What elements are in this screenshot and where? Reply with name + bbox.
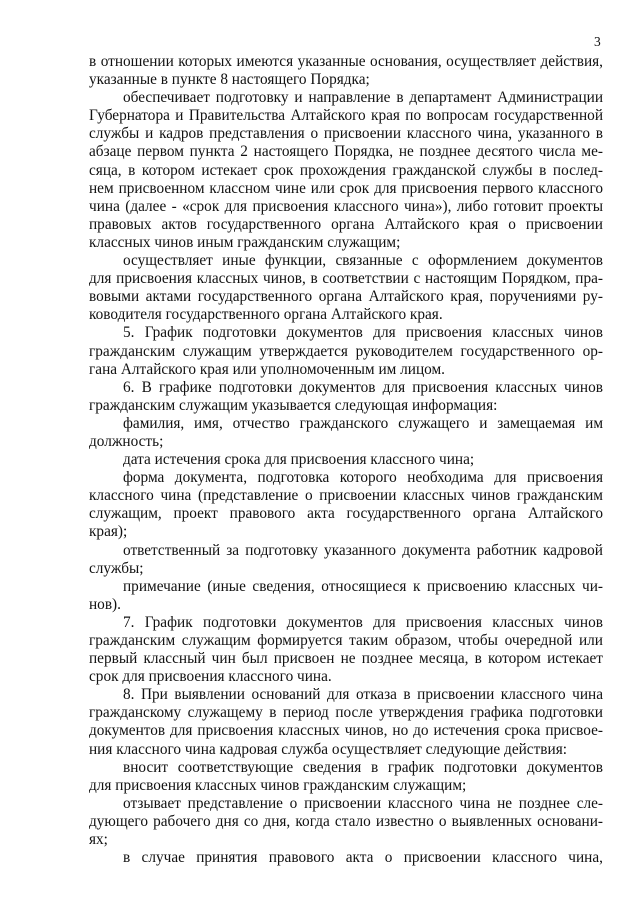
document-body <box>89 53 603 867</box>
paragraph-line: ответственный за подготовку указанного документа работник кадровой <box>123 541 603 559</box>
paragraph-line: гражданскому служащему в период после утверждения графика подготовки <box>89 704 603 722</box>
paragraph <box>89 795 603 849</box>
paragraph-line: Губернатора и Правительства Алтайского края по вопросам государственной <box>89 107 603 125</box>
paragraph-line: службы; <box>89 559 144 577</box>
page-number: 3 <box>594 34 601 49</box>
paragraph-line: форма документа, подготовка которого необходима для присвоения <box>123 469 603 487</box>
paragraph-line: дата истечения срока для присвоения классного чина; <box>123 451 475 469</box>
paragraph-line: ях; <box>89 831 108 849</box>
paragraph-line: отзывает представление о присвоении классного чина не позднее сле- <box>123 794 603 812</box>
paragraph-line: документов для присвоения классных чинов, но до истечения срока присвое- <box>89 722 603 740</box>
paragraph-line: нем присвоенном классном чине или срок для присвоения первого классного <box>89 179 603 197</box>
paragraph <box>89 415 603 451</box>
paragraph-line: срок для присвоения классного чина. <box>89 668 332 686</box>
paragraph <box>89 252 603 324</box>
paragraph-line: примечание (иные сведения, относящиеся к присвоению классных чи- <box>123 577 603 595</box>
paragraph <box>89 614 603 686</box>
paragraph-line: 8. При выявлении оснований для отказа в присвоении классного чина <box>123 686 603 704</box>
paragraph <box>89 542 603 578</box>
paragraph-line: в отношении которых имеются указанные основания, осуществляет действия, <box>89 53 603 70</box>
paragraph-line: указанные в пункте 8 настоящего Порядка; <box>89 71 370 89</box>
paragraph-line: гражданским служащим утверждается руководителем государственного ор- <box>89 342 603 360</box>
paragraph-line: первый классный чин был присвоен не позднее месяца, в котором истекает <box>89 650 603 668</box>
paragraph-line: гана Алтайского края или уполномоченным им лицом. <box>89 360 445 378</box>
paragraph-line: абзаце первом пункта 2 настоящего Порядка, не позднее десятого числа ме- <box>89 143 603 161</box>
paragraph-line: гражданским служащим формируется таким образом, чтобы очередной или <box>89 632 603 649</box>
paragraph-line: классного чина (представление о присвоении классных чинов гражданским <box>89 487 603 505</box>
paragraph <box>89 324 603 378</box>
paragraph-line: края); <box>89 523 128 541</box>
paragraph-line: вовыми актами государственного органа Алтайского края, поручениями ру- <box>89 288 603 306</box>
paragraph-line: обеспечивает подготовку и направление в департамент Администрации <box>123 89 603 107</box>
paragraph-line: нов). <box>89 595 121 613</box>
paragraph <box>89 469 603 541</box>
paragraph-line: должность; <box>89 432 164 450</box>
paragraph-line: 6. В графике подготовки документов для присвоения классных чинов <box>123 378 603 396</box>
paragraph <box>89 686 603 758</box>
paragraph-line: осуществляет иные функции, связанные с оформлением документов <box>123 252 603 270</box>
paragraph-line: службы и кадров представления о присвоении классного чина, указанного в <box>89 125 603 143</box>
paragraph-line: для присвоения классных чинов, в соответствии с настоящим Порядком, пра- <box>89 270 603 288</box>
paragraph-line: 5. График подготовки документов для присвоения классных чинов <box>123 324 603 342</box>
paragraph-line: сяца, в котором истекает срок прохождения гражданской службы в послед- <box>89 161 603 179</box>
paragraph <box>89 451 603 469</box>
paragraph-line: 7. График подготовки документов для присвоения классных чинов <box>123 613 603 631</box>
paragraph-line: ководителя государственного органа Алтайского края. <box>89 306 443 324</box>
paragraph <box>89 578 603 614</box>
paragraph-line: вносит соответствующие сведения в график подготовки документов <box>123 758 603 776</box>
paragraph-line: для присвоения классных чинов гражданским служащим; <box>89 776 467 794</box>
paragraph-line: в случае принятия правового акта о присвоении классного чина, <box>123 849 603 867</box>
paragraph-line: служащим, проект правового акта государственного органа Алтайского <box>89 505 603 523</box>
paragraph-line: классных чинов иным гражданским служащим; <box>89 233 401 251</box>
paragraph <box>89 53 603 89</box>
paragraph <box>89 89 603 252</box>
paragraph <box>89 849 603 867</box>
paragraph-line: чина (далее - «срок для присвоения классного чина»), либо готовит проекты <box>89 197 603 215</box>
paragraph-line: правовых актов государственного органа Алтайского края о присвоении <box>89 215 603 233</box>
paragraph-line: дующего рабочего дня со дня, когда стало известно о выявленных основани- <box>89 812 603 830</box>
paragraph-line: ния классного чина кадровая служба осуществляет следующие действия: <box>89 740 567 758</box>
paragraph <box>89 379 603 415</box>
paragraph <box>89 759 603 795</box>
paragraph-line: фамилия, имя, отчество гражданского служащего и замещаемая им <box>123 414 603 432</box>
paragraph-line: гражданским служащим указывается следующая информация: <box>89 396 498 414</box>
